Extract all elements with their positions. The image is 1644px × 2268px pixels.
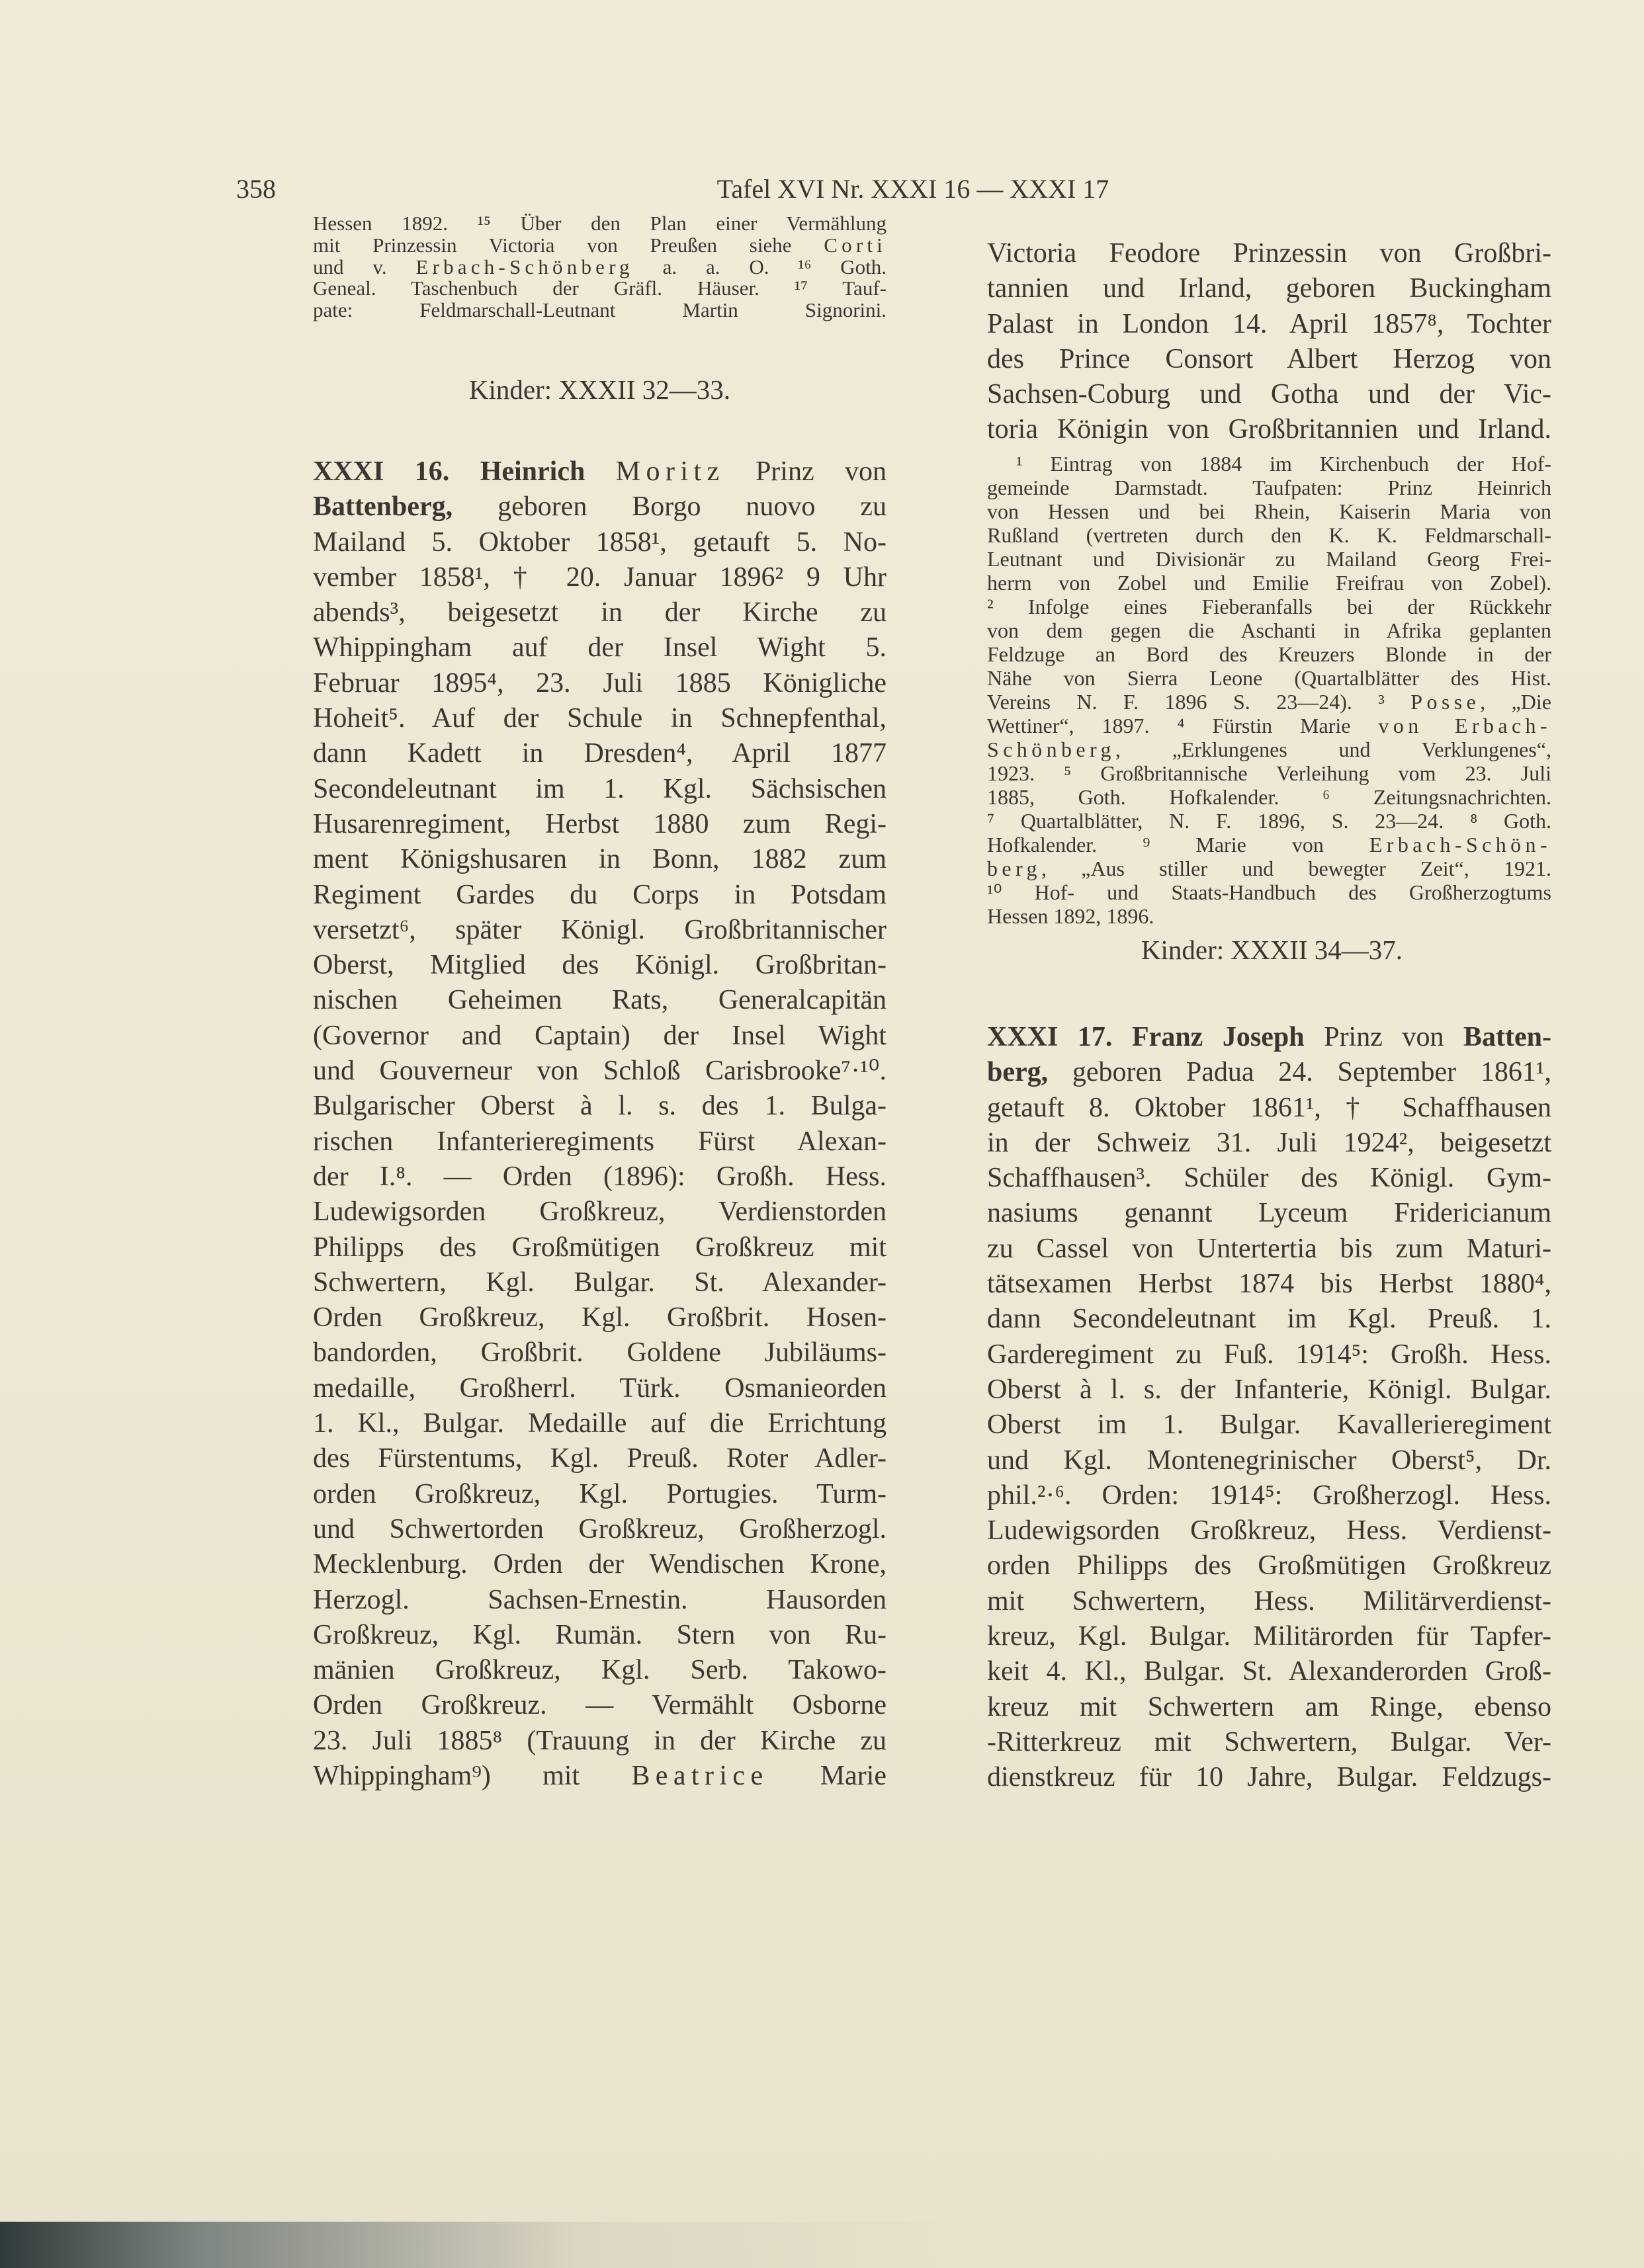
text-line: Regiment Gardes du Corps in Potsdam [313,879,887,910]
text-line: 1923. ⁵ Großbritannische Verleihung vom 23. Juli [987,761,1551,785]
text-line: tätsexamen Herbst 1874 bis Herbst 1880⁴, [987,1269,1551,1300]
text-line: Mailand 5. Oktober 1858¹, getauft 5. No- [313,526,887,558]
text-segment: Whippingham⁹) mit [313,1760,632,1791]
text-line: abends³, beigesetzt in der Kirche zu [313,597,887,628]
text-line: ¹ Eintrag von 1884 im Kirchenbuch der Hof- [1016,452,1551,476]
text-line: kreuz mit Schwertern am Ringe, ebenso [987,1691,1551,1722]
scan-edge-shadow [0,2222,1644,2268]
bold-text: Batten- [1463,1022,1552,1052]
children-reference-right: Kinder: XXXII 34—37. [1141,935,1403,965]
text-line: Victoria Feodore Prinzessin von Großbri- [987,238,1551,269]
text-line: vember 1858¹, † 20. Januar 1896² 9 Uhr [313,562,887,593]
text-line: und Gouverneur von Schloß Carisbrooke⁷·¹⁰. [313,1056,887,1087]
text-line: gemeinde Darmstadt. Taufpaten: Prinz Heinrich [987,476,1551,499]
text-segment: geboren Padua 24. September 1861¹, [1048,1057,1551,1088]
text-line [313,235,887,257]
text-line: dienstkreuz für 10 Jahre, Bulgar. Feldzugs- [987,1762,1551,1793]
text-segment: und v. [313,255,416,278]
text-line: kreuz, Kgl. Bulgar. Militärorden für Tapfer- [987,1621,1551,1652]
text-line [987,737,1551,761]
text-line: Ludewigsorden Großkreuz, Verdienstorden [313,1197,887,1228]
text-line: versetzt⁶, später Königl. Großbritannischer [313,914,887,945]
text-line: Großkreuz, Kgl. Rumän. Stern von Ru- [313,1619,887,1650]
text-line: Ludewigsorden Großkreuz, Hess. Verdienst- [987,1515,1551,1546]
text-line: des Fürstentums, Kgl. Preuß. Roter Adler- [313,1443,887,1474]
text-segment: Marie [768,1760,887,1791]
text-line: 1885, Goth. Hofkalender. ⁶ Zeitungsnachrichten. [987,785,1551,809]
text-line: Schwertern, Kgl. Bulgar. St. Alexander- [313,1267,887,1298]
text-line [313,489,887,525]
text-line: der I.⁸. — Orden (1896): Großh. Hess. [313,1161,887,1192]
text-line: dann Kadett in Dresden⁴, April 1877 [313,738,887,769]
text-line: Feldzuge an Bord des Kreuzers Blonde in der [987,642,1551,666]
text-line: -Ritterkreuz mit Schwertern, Bulgar. Ver- [987,1726,1551,1757]
text-line: ² Infolge eines Fieberanfalls bei der Rückkehr [987,595,1551,618]
text-line [313,1759,887,1794]
text-segment: , „Die [1480,690,1552,714]
text-line: Hessen 1892. ¹⁵ Über den Plan einer Vermählung [313,212,887,235]
text-line: mänien Großkreuz, Kgl. Serb. Takowo- [313,1655,887,1686]
spaced-text: Corti [824,233,887,257]
text-line: Hessen 1892, 1896. [987,904,1154,928]
text-segment: , „Erklungenes und Verklungenes“, [1115,737,1551,761]
text-segment: , „Aus stiller und bewegter Zeit“, 1921. [1041,857,1551,880]
text-line: Sachsen-Coburg und Gotha und der Vic- [987,379,1551,410]
text-segment [1112,1022,1132,1052]
bold-text: Battenberg, [313,491,453,523]
entry-xxxi-17 [987,1020,1551,1796]
text-line: 1. Kl., Bulgar. Medaille auf die Errichtung [313,1408,887,1439]
text-line: orden Philipps des Großmütigen Großkreuz [987,1550,1551,1581]
text-line: Palast in London 14. April 1857⁸, Tochter [987,308,1551,339]
footnotes-xxxi-16 [987,452,1551,928]
text-line: Oberst im 1. Bulgar. Kavallerieregiment [987,1409,1551,1441]
text-line: 23. Juli 1885⁸ (Trauung in der Kirche zu [313,1725,887,1756]
text-line: Leutnant und Divisionär zu Mailand Georg Frei- [987,547,1551,571]
entry-xxxi-16 [313,454,887,1794]
text-segment: a. a. O. ¹⁶ Goth. [633,255,887,278]
children-reference-left: Kinder: XXXII 32—33. [468,374,731,405]
bold-text: berg, [987,1057,1049,1088]
text-line: phil.²·⁶. Orden: 1914⁵: Großherzogl. Hess. [987,1480,1551,1511]
page-number: 358 [236,174,276,204]
text-line: nischen Geheimen Rats, Generalcapitän [313,985,887,1016]
text-line: Oberst à l. s. der Infanterie, Königl. Bulgar. [987,1374,1551,1405]
text-line: herrn von Zobel und Emilie Freifrau von Zobel). [987,571,1551,595]
text-line: ⁷ Quartalblätter, N. F. 1896, S. 23—24. ⁸ Goth. [987,809,1551,833]
text-line: und Schwertorden Großkreuz, Großherzogl. [313,1513,887,1544]
text-line: Geneal. Taschenbuch der Gräfl. Häuser. ¹⁷ Tauf- [313,276,887,300]
text-line: ment Königshusaren in Bonn, 1882 zum [313,844,887,875]
spaced-text: Beatrice [631,1760,769,1791]
text-line [987,833,1551,857]
text-segment: Vereins N. F. 1896 S. 23—24). ³ [987,690,1411,714]
text-line [987,714,1551,737]
footnotes-continued-left [313,213,887,321]
text-line: Whippingham auf der Insel Wight 5. [313,632,887,663]
spaced-text: Posse [1410,690,1481,714]
text-line: Husarenregiment, Herbst 1880 zum Regi- [313,808,887,839]
text-segment: mit Prinzessin Victoria von Preußen siehe [313,233,824,257]
text-segment: Hofkalender. ⁹ Marie von [987,833,1369,857]
text-line: Oberst, Mitglied des Königl. Großbritan- [313,950,887,981]
spaced-text: Schönberg [987,737,1115,761]
text-segment: geboren Borgo nuovo zu [453,491,887,523]
spaced-text: Moritz [615,456,725,487]
text-line: Mecklenburg. Orden der Wendischen Krone, [313,1549,887,1580]
bold-text: Heinrich [480,456,585,487]
text-line: tannien und Irland, geboren Buckingham [987,273,1551,304]
text-segment: Prinz von [724,456,887,487]
text-line: Nähe von Sierra Leone (Quartalblätter des Hist. [987,666,1551,690]
text-line: toria Königin von Großbritannien und Irland. [987,414,1551,445]
spaced-text: Erbach-Schön- [1369,833,1551,857]
text-line [987,857,1551,880]
text-line: Philipps des Großmütigen Großkreuz mit [313,1232,887,1263]
text-line: mit Schwertern, Hess. Militärverdienst- [987,1585,1551,1617]
text-line: Rußland (vertreten durch den K. K. Feldmarschall- [987,523,1551,547]
text-line [987,1020,1551,1055]
text-line: medaille, Großherrl. Türk. Osmanieorden [313,1372,887,1404]
text-line: (Governor and Captain) der Insel Wight [313,1020,887,1051]
running-header: Tafel XVI Nr. XXXI 16 — XXXI 17 [716,174,1109,204]
text-line: von Hessen und bei Rhein, Kaiserin Maria von [987,499,1551,523]
text-line [313,257,887,278]
text-line: nasiums genannt Lyceum Fridericianum [987,1198,1551,1229]
text-line: Orden Großkreuz. — Vermählt Osborne [313,1690,887,1721]
text-line: Herzogl. Sachsen-Ernestin. Hausorden [313,1584,887,1615]
text-line: rischen Infanterieregiments Fürst Alexan- [313,1126,887,1157]
text-line: von dem gegen die Aschanti in Afrika geplanten [987,618,1551,642]
text-segment [585,456,615,487]
text-line: zu Cassel von Untertertia bis zum Maturi- [987,1233,1551,1264]
text-line [313,454,887,489]
text-segment: Wettiner“, 1897. ⁴ Fürstin Marie [987,714,1379,737]
text-line: Hoheit⁵. Auf der Schule in Schnepfenthal, [313,703,887,734]
text-segment: Prinz von [1304,1022,1464,1052]
text-line: Schaffhausen³. Schüler des Königl. Gym- [987,1163,1551,1194]
text-line: ¹⁰ Hof- und Staats-Handbuch des Großherzogtums [987,880,1551,904]
text-line: Orden Großkreuz, Kgl. Großbrit. Hosen- [313,1302,887,1333]
entry-xxxi-16-continued [987,236,1551,448]
bold-text: XXXI 16. [313,456,450,487]
bold-text: XXXI 17. [987,1022,1113,1052]
text-line: in der Schweiz 31. Juli 1924², beigesetzt [987,1127,1551,1158]
text-line: orden Großkreuz, Kgl. Portugies. Turm- [313,1478,887,1509]
spaced-text: von Erbach- [1378,714,1552,737]
text-line: Februar 1895⁴, 23. Juli 1885 Königliche [313,667,887,698]
text-line: und Kgl. Montenegrinischer Oberst⁵, Dr. [987,1445,1551,1476]
bold-text: Franz Joseph [1132,1022,1305,1052]
text-line: Secondeleutnant im 1. Kgl. Sächsischen [313,773,887,804]
spaced-text: berg [987,857,1041,880]
text-line: des Prince Consort Albert Herzog von [987,343,1551,374]
text-line: dann Secondeleutnant im Kgl. Preuß. 1. [987,1304,1551,1335]
text-line: keit 4. Kl., Bulgar. St. Alexanderorden Groß- [987,1656,1551,1687]
text-line: Garderegiment zu Fuß. 1914⁵: Großh. Hess. [987,1339,1551,1370]
text-line: getauft 8. Oktober 1861¹, † Schaffhausen [987,1092,1551,1123]
text-line: pate: Feldmarschall-Leutnant Martin Signorini. [313,298,887,322]
text-line [987,1055,1551,1090]
text-line [987,690,1551,714]
text-segment [449,456,480,487]
text-line: bandorden, Großbrit. Goldene Jubiläums- [313,1337,887,1368]
text-line: Bulgarischer Oberst à l. s. des 1. Bulga- [313,1091,887,1122]
spaced-text: Erbach-Schönberg [415,255,634,278]
